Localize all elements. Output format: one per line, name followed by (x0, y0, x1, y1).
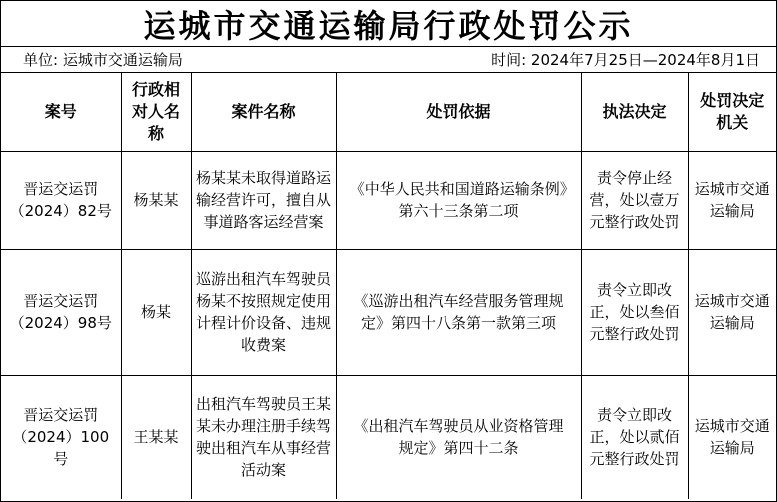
header-basis: 处罚依据 (336, 73, 581, 151)
cell-basis: 《出租汽车驾驶员从业资格管理规定》第四十二条 (336, 375, 581, 499)
cell-case-name: 巡游出租汽车驾驶员杨某不按照规定使用计程计价设备、违规收费案 (191, 249, 336, 375)
table-row (1, 151, 776, 249)
header-case-name: 案件名称 (191, 73, 336, 151)
cell-basis: 《巡游出租汽车经营服务管理规定》第四十八条第一款第三项 (336, 249, 581, 375)
table-header-row (1, 73, 776, 151)
penalty-table (1, 73, 776, 499)
cell-case-name: 出租汽车驾驶员王某某未办理注册手续驾驶出租汽车从事经营活动案 (191, 375, 336, 499)
cell-authority: 运城市交通运输局 (688, 375, 776, 499)
header-case-no: 案号 (1, 73, 121, 151)
cell-authority: 运城市交通运输局 (688, 151, 776, 249)
meta-bar (1, 47, 776, 73)
cell-case-no: 晋运交运罚（2024）100号 (1, 375, 121, 499)
cell-party: 杨某某 (121, 151, 191, 249)
header-party: 行政相对人名称 (121, 73, 191, 151)
cell-decision: 责令立即改正，处以贰佰元整行政处罚 (581, 375, 688, 499)
cell-decision: 责令立即改正，处以叁佰元整行政处罚 (581, 249, 688, 375)
cell-party: 王某某 (121, 375, 191, 499)
header-decision: 执法决定 (581, 73, 688, 151)
unit-label: 单位: 运城市交通运输局 (23, 51, 183, 69)
cell-case-no: 晋运交运罚（2024）98号 (1, 249, 121, 375)
time-range-label: 时间: 2024年7月25日—2024年8月1日 (491, 51, 760, 69)
header-authority: 处罚决定机关 (688, 73, 776, 151)
cell-basis: 《中华人民共和国道路运输条例》第六十三条第二项 (336, 151, 581, 249)
cell-party: 杨某 (121, 249, 191, 375)
cell-case-name: 杨某某未取得道路运输经营许可，擅自从事道路客运经营案 (191, 151, 336, 249)
cell-authority: 运城市交通运输局 (688, 249, 776, 375)
cell-case-no: 晋运交运罚（2024）82号 (1, 151, 121, 249)
cell-decision: 责令停止经营，处以壹万元整行政处罚 (581, 151, 688, 249)
page-title: 运城市交通运输局行政处罚公示 (1, 1, 776, 47)
table-row (1, 249, 776, 375)
table-row (1, 375, 776, 499)
